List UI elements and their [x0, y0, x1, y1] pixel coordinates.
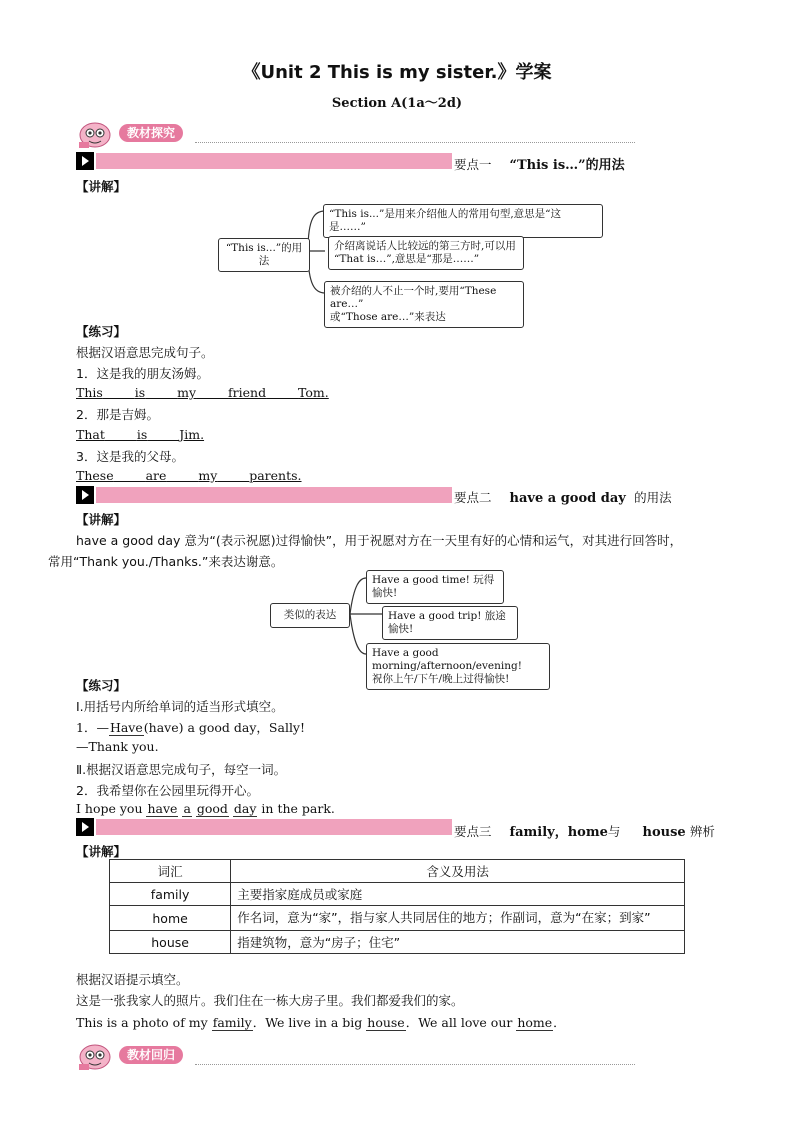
word-table — [109, 859, 685, 954]
explain-label: 【讲解】 — [76, 179, 127, 194]
section-header-review — [75, 1042, 675, 1066]
explain-text-2: 常用“Thank you./Thanks.”来表达谢意。 — [48, 554, 284, 569]
mindmap-branch-2: 介绍离说话人比较远的第三方时,可以用 “That is…”,意思是“那是……” — [328, 236, 524, 270]
mindmap-branch-3: 被介绍的人不止一个时,要用“These are…” 或“Those are…”来表达 — [324, 281, 524, 328]
section-tag: 教材回归 — [119, 1046, 183, 1064]
mindmap-branch-2: Have a good trip! 旅途愉快! — [382, 606, 518, 640]
part-2-instruction: Ⅱ.根据汉语意思完成句子，每空一词。 — [76, 762, 287, 777]
point-bar-3 — [76, 818, 456, 836]
play-arrow-icon — [76, 486, 94, 504]
question-2: 2．那是吉姆。 — [76, 407, 159, 422]
answer-1: This is my friend Tom. — [76, 385, 329, 400]
answer-3: These are my parents. — [76, 468, 302, 483]
point-title-1: 要点一 “This is…”的用法 — [454, 157, 625, 173]
question-3: 3．这是我的父母。 — [76, 449, 184, 464]
practice-label: 【练习】 — [76, 678, 127, 693]
mindmap-branch-1: Have a good time! 玩得愉快! — [366, 570, 504, 604]
chinese-sentence: 这是一张我家人的照片。我们住在一栋大房子里。我们都爱我们的家。 — [76, 993, 464, 1008]
part-1-instruction: Ⅰ.用括号内所给单词的适当形式填空。 — [76, 699, 284, 714]
page-subtitle: Section A(1a～2d) — [331, 96, 463, 111]
table-row: home 作名词，意为“家”，指与家人共同居住的地方；作副词，意为“在家；到家” — [110, 906, 685, 931]
page-title: 《Unit 2 This is my sister.》学案 — [242, 62, 552, 83]
question-1: 1．—Have(have) a good day，Sally! — [76, 720, 306, 735]
practice-label: 【练习】 — [76, 324, 127, 339]
point-bar-1 — [76, 152, 456, 170]
section-header-explore — [75, 120, 675, 144]
table-row: family 主要指家庭成员或家庭 — [110, 883, 685, 906]
point-title-3: 要点三 family，home与 house 辨析 — [454, 824, 715, 840]
section-tag: 教材探究 — [119, 124, 183, 142]
instruction: 根据汉语意思完成句子。 — [76, 345, 214, 360]
play-arrow-icon — [76, 818, 94, 836]
mindmap-center-2: 类似的表达 — [270, 603, 350, 628]
mascot-icon — [75, 120, 117, 150]
question-2: 2．我希望你在公园里玩得开心。 — [76, 783, 259, 798]
point-title-2: 要点二 have a good day 的用法 — [454, 490, 672, 506]
dotted-divider — [195, 1064, 635, 1065]
answer-2: That is Jim. — [76, 427, 205, 442]
reply-1: —Thank you. — [76, 739, 159, 754]
dotted-divider — [195, 142, 635, 143]
play-arrow-icon — [76, 152, 94, 170]
mindmap-branch-1: “This is...”是用来介绍他人的常用句型,意思是“这是……” — [323, 204, 603, 238]
mascot-icon — [75, 1042, 117, 1072]
table-header-row: 词汇 含义及用法 — [110, 860, 685, 883]
explain-label: 【讲解】 — [76, 512, 127, 527]
question-1: 1．这是我的朋友汤姆。 — [76, 366, 209, 381]
explain-text-1: have a good day 意为“(表示祝愿)过得愉快”，用于祝愿对方在一天里有好的心情和运气，对其进行回答时， — [76, 533, 683, 548]
mindmap-branch-3: Have a good morning/afternoon/evening! 祝你上午/下午/晚上过得愉快! — [366, 643, 550, 690]
english-sentence: This is a photo of my family．We live in a big house．We all love our home． — [76, 1015, 566, 1030]
point-bar-2 — [76, 486, 456, 504]
table-row: house 指建筑物，意为“房子；住宅” — [110, 931, 685, 954]
explain-label: 【讲解】 — [76, 844, 127, 859]
mindmap-center-1: “This is...”的用法 — [218, 238, 310, 272]
answer-2: I hope you have a good day in the park. — [76, 801, 335, 816]
instruction: 根据汉语提示填空。 — [76, 972, 189, 987]
